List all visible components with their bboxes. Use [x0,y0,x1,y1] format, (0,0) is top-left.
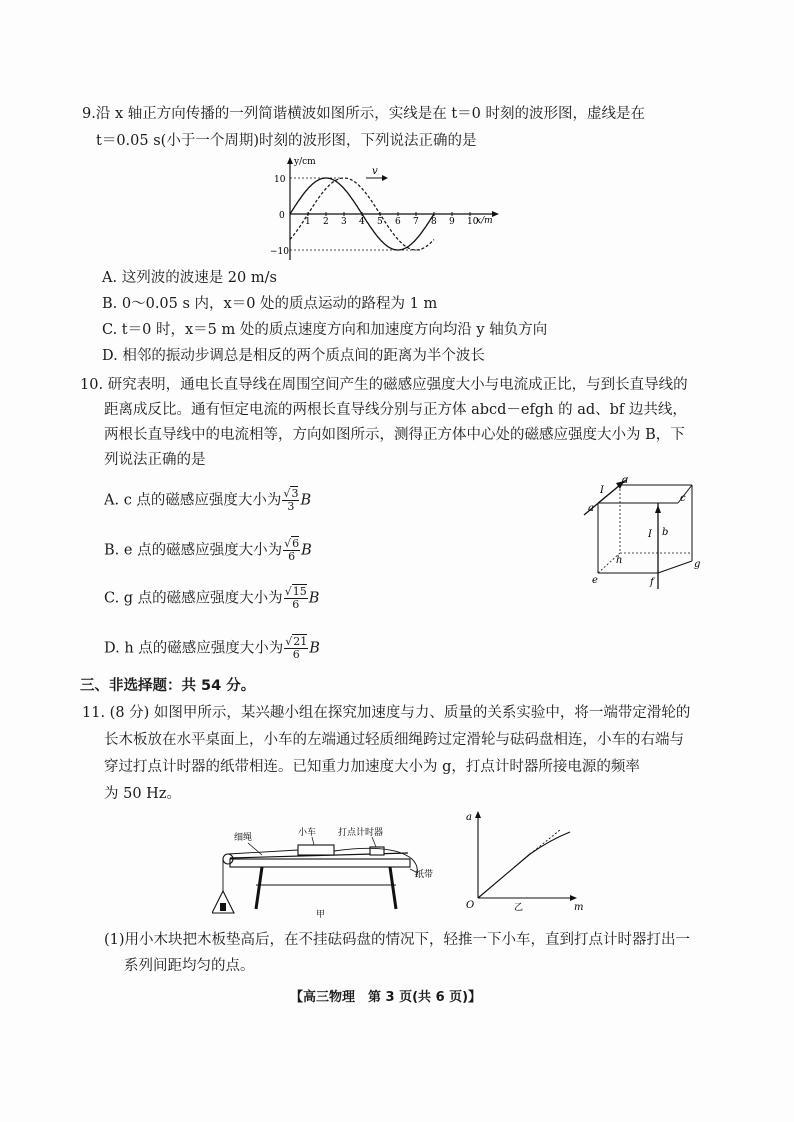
q11-stem-line1: 11. (8 分) 如图甲所示，某兴趣小组在探究加速度与力、质量的关系实验中，将一端带定滑轮的 [82,705,691,721]
x-tick-10: 10 [467,217,479,227]
q11-stem-line2: 长木板放在水平桌面上，小车的左端通过轻质细绳跨过定滑轮与砝码盘相连，小车的右端与 [104,732,684,748]
y-tick-0: 0 [279,211,285,221]
q9-option-c: C. t＝0 时，x＝5 m 处的质点速度方向和加速度方向均沿 y 轴负方向 [102,322,548,338]
q10-stem-line4: 列说法正确的是 [104,452,206,468]
label-timer: 打点计时器 [338,828,384,838]
x-tick-7: 7 [413,217,419,227]
a-m-graph-yi [460,806,585,911]
axis-label-m: m [574,902,584,911]
x-tick-1: 1 [305,217,311,227]
q11-sub1-line1: (1)用小木块把木板垫高后，在不挂砝码盘的情况下，轻推一下小车，直到打点计时器打出一 [104,932,691,948]
y-tick-neg10: −10 [270,247,289,257]
x-axis-label: x/m [476,216,493,226]
q11-sub1-line2: 系列间距均匀的点。 [124,958,255,974]
origin-label: O [466,900,475,911]
q9-option-b: B. 0～0.05 s 内，x＝0 处的质点运动的路程为 1 m [102,296,438,312]
x-tick-2: 2 [323,217,329,227]
cube-label-b: b [662,527,669,538]
current-arrow-up-icon [655,505,661,513]
q10-option-c: C. g 点的磁感应强度大小为 $\frac{√15}{6}$ B [104,585,320,611]
apparatus-figure-jia [212,825,437,920]
velocity-label: v [372,166,378,177]
x-tick-9: 9 [449,217,455,227]
q10-option-b: B. e 点的磁感应强度大小为 $\frac{√6}{6}$ B [104,537,312,563]
label-jia: 甲 [316,910,326,920]
page-footer: 【高三物理 第 3 页(共 6 页)】 [290,990,482,1005]
q9-option-a: A. 这列波的波速是 20 m/s [102,270,277,286]
label-yi: 乙 [514,903,524,911]
a-m-curve [478,832,570,898]
q10-option-a: A. c 点的磁感应强度大小为 $\frac{√3}{3}$ B [104,487,312,513]
q10-stem-line3: 两根长直导线中的电流相等，方向如图所示，测得正方体中心处的磁感应强度大小为 B，下 [104,427,685,443]
wave-graph [270,156,500,266]
axis-label-a: a [466,812,472,823]
current-label-2: I [648,529,652,540]
cube-label-a: a [588,503,594,514]
cube-label-e: e [592,575,598,586]
cube-label-g: g [694,559,701,570]
x-tick-8: 8 [431,217,437,227]
q10-stem-line2: 距离成反比。通有恒定电流的两根长直导线分别与正方体 abcd－efgh 的 ad、bf 边共线， [104,402,687,418]
q11-stem-line4: 为 50 Hz。 [104,786,181,802]
cube-diagram [582,477,702,592]
cube-label-h: h [616,555,623,566]
q9-stem-line1: 9.沿 x 轴正方向传播的一列简谐横波如图所示，实线是在 t＝0 时刻的波形图，虚线是在 [82,106,645,122]
label-cart: 小车 [298,828,317,838]
cart-shape [298,845,334,855]
y-tick-10: 10 [274,175,286,185]
cube-label-c: c [680,493,686,504]
current-label-1: I [600,485,604,496]
q11-stem-line3: 穿过打点计时器的纸带相连。已知重力加速度大小为 g，打点计时器所接电源的频率 [104,759,640,775]
q10-option-d: D. h 点的磁感应强度大小为 $\frac{√21}{6}$ B [104,635,320,661]
x-tick-5: 5 [377,217,383,227]
q10-stem-line1: 10. 研究表明，通电长直导线在周围空间产生的磁感应强度大小与电流成正比，与到长直导线的 [80,377,688,393]
cube-label-f: f [650,577,654,588]
q9-option-d: D. 相邻的振动步调总是相反的两个质点间的距离为半个波长 [102,348,485,364]
x-tick-4: 4 [359,217,365,227]
label-rope: 细绳 [234,833,253,843]
section-heading: 三、非选择题：共 54 分。 [80,678,256,694]
x-tick-3: 3 [341,217,347,227]
cube-label-d: d [622,477,629,486]
x-tick-6: 6 [395,217,401,227]
label-tape: 纸带 [415,870,434,880]
y-axis-label: y/cm [294,157,316,167]
q9-stem-line2: t＝0.05 s(小于一个周期)时刻的波形图，下列说法正确的是 [96,133,477,149]
